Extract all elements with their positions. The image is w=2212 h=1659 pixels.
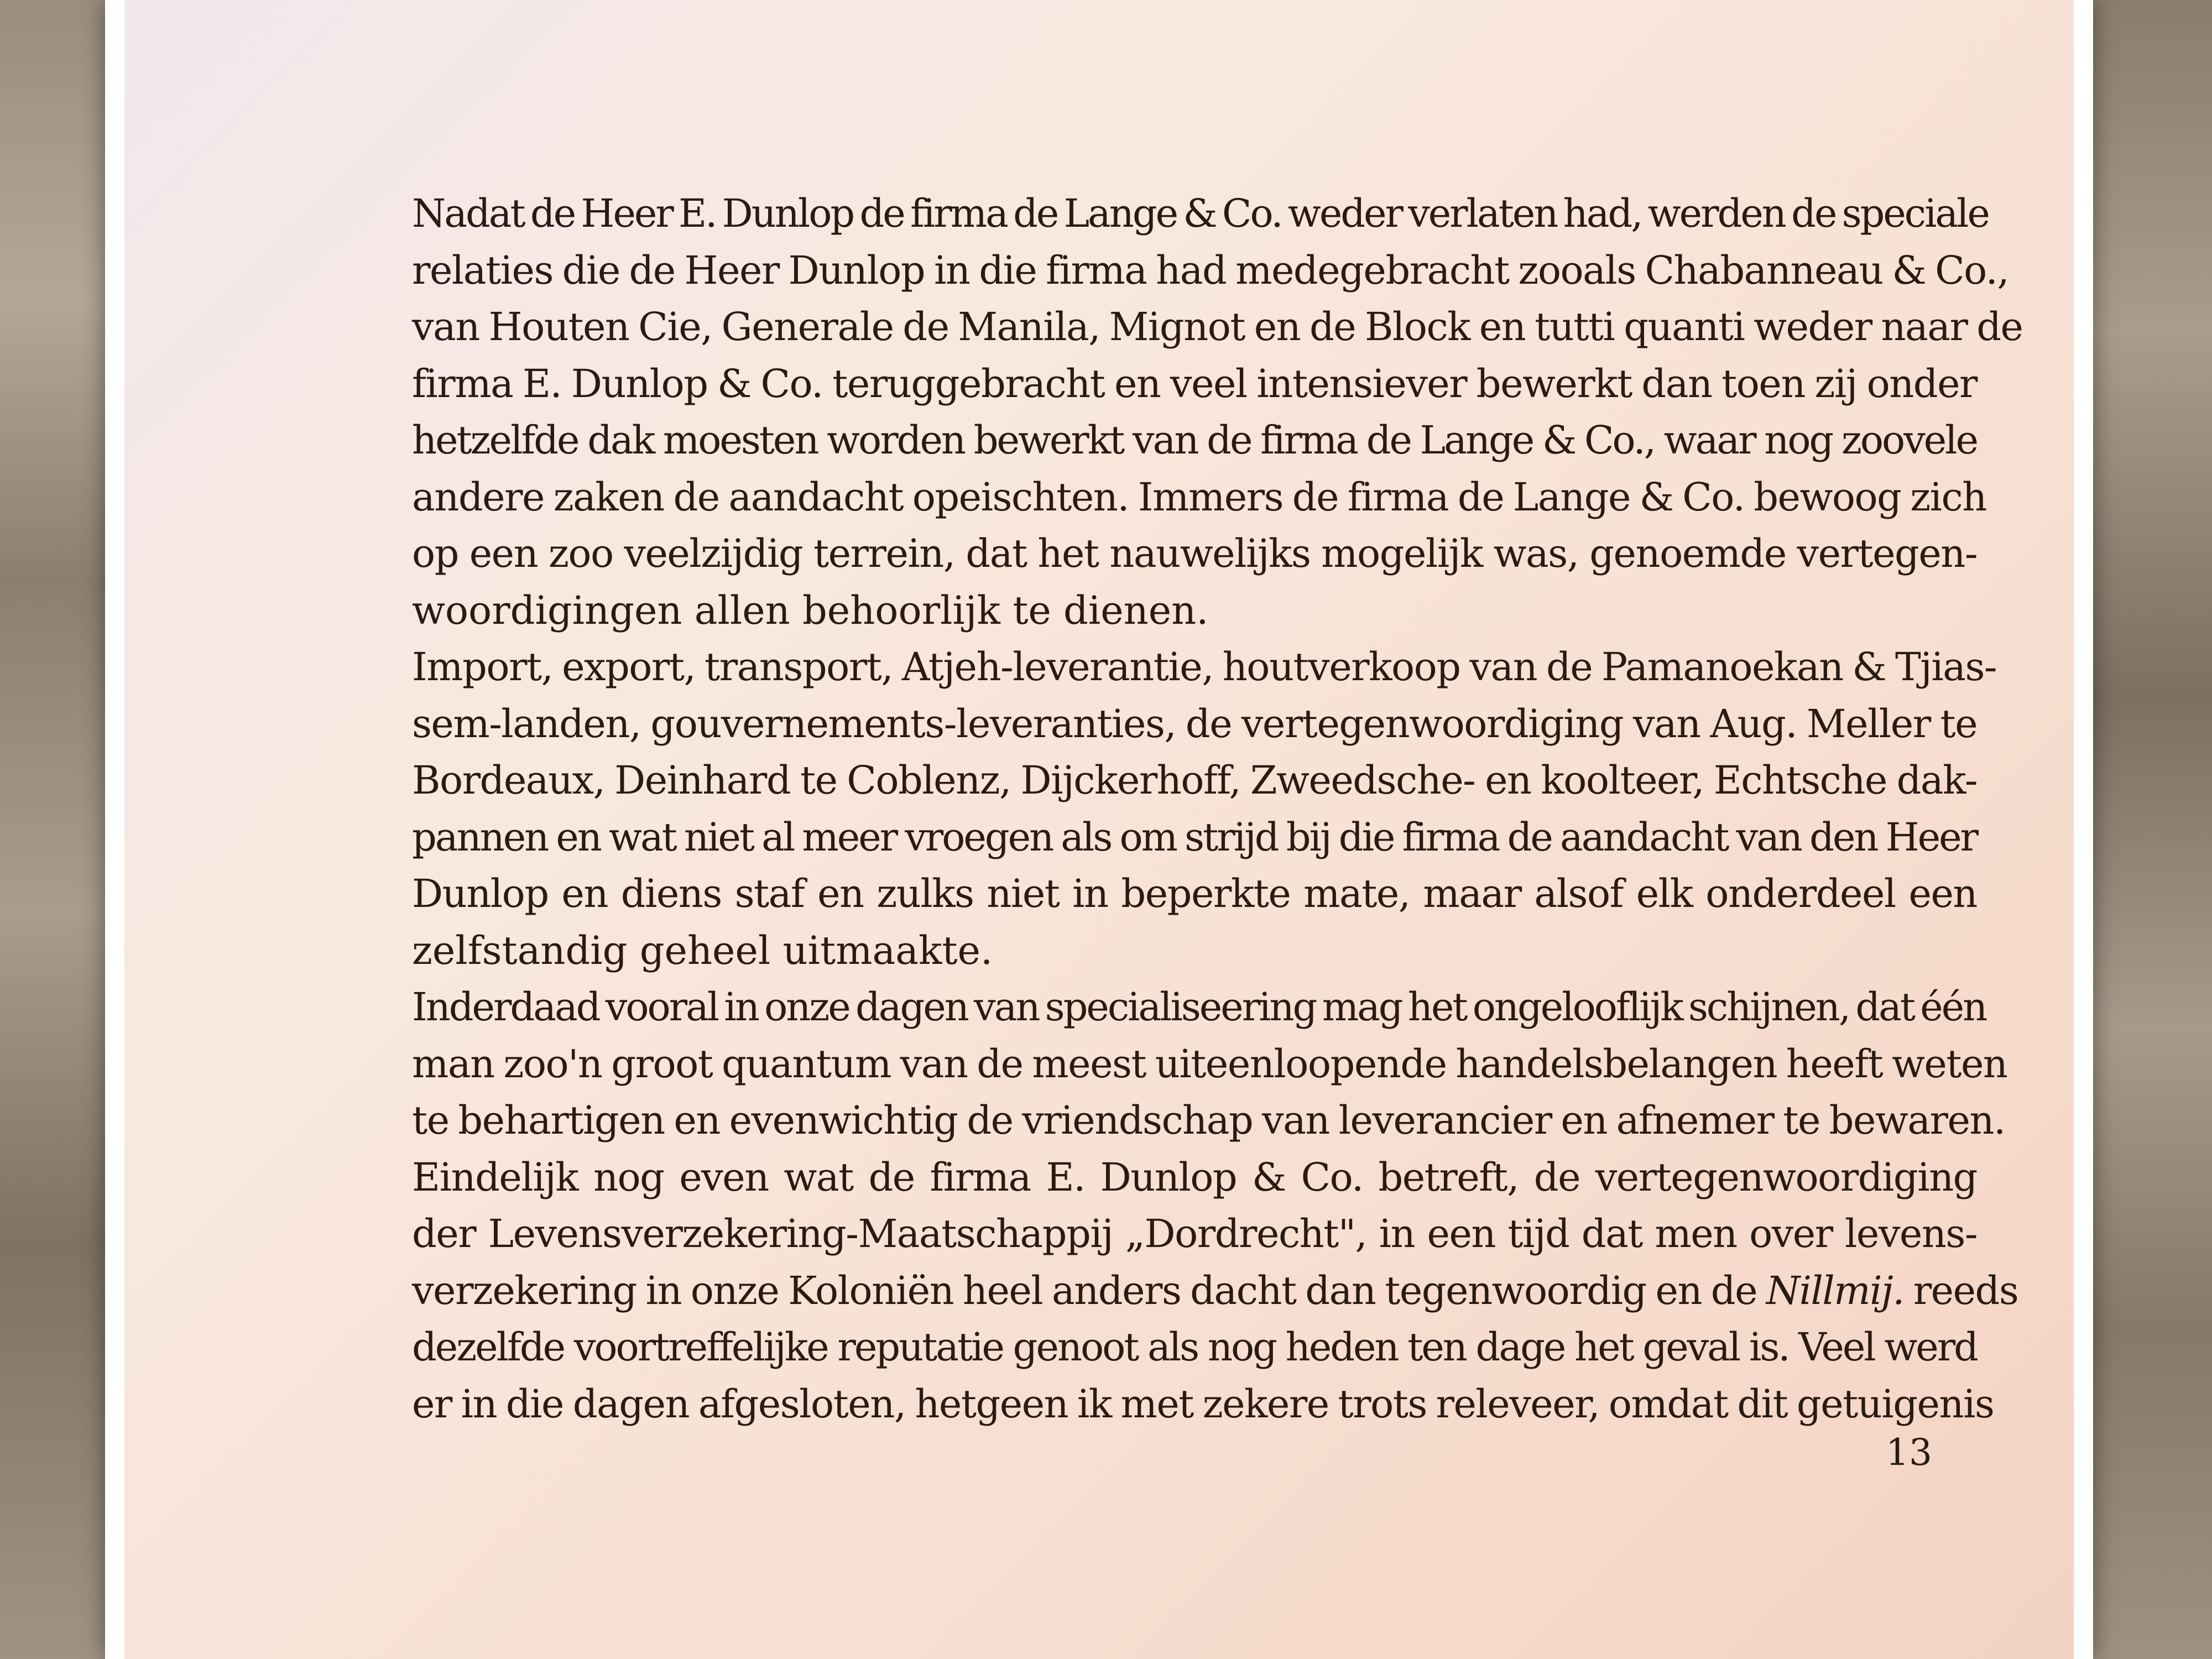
body-text [412, 185, 2023, 1432]
text-line: Eindelijk nog even wat de firma E. Dunlop & Co. betreft, de vertegenwoordiging [412, 1154, 1977, 1200]
text-line: van Houten Cie, Generale de Manila, Mignot en de Block en tutti quanti weder naar de [412, 304, 2023, 349]
text-line: Import, export, transport, Atjeh-leverantie, houtverkoop van de Pamanoekan & Tjias- [412, 644, 1997, 690]
text-line: hetzelfde dak moesten worden bewerkt van de firma de Lange & Co., waar nog zoovele [412, 418, 1977, 463]
text-line: woordigingen allen behoorlijk te dienen. [412, 587, 1209, 633]
wooden-background-right [2093, 0, 2212, 1659]
text-line: zelfstandig geheel uitmaakte. [412, 927, 993, 973]
page-number: 13 [1886, 1431, 1932, 1474]
text-line: der Levensverzekering-Maatschappij „Dordrecht", in een tijd dat men over levens- [412, 1211, 1977, 1256]
text-line: er in die dagen afgesloten, hetgeen ik met zekere trots releveer, omdat dit getuigenis [412, 1381, 1994, 1427]
text-segment: verzekering in onze Koloniën heel anders dacht dan tegenwoordig en de [412, 1267, 1757, 1313]
text-line-with-italic [412, 1262, 2018, 1319]
text-line: sem-landen, gouvernements-leveranties, de vertegenwoordiging van Aug. Meller te [412, 701, 1977, 747]
text-line: relaties die de Heer Dunlop in die firma had medegebracht zooals Chabanneau & Co., [412, 247, 2009, 293]
text-line: Dunlop en diens staf en zulks niet in beperkte mate, maar alsof elk onderdeel een [412, 871, 1977, 916]
text-line: Bordeaux, Deinhard te Coblenz, Dijckerhoff, Zweedsche- en koolteer, Echtsche dak- [412, 758, 1977, 803]
text-segment: reeds [1913, 1267, 2018, 1313]
text-line: andere zaken de aandacht opeischten. Immers de firma de Lange & Co. bewoog zich [412, 474, 1986, 520]
text-line: te behartigen en evenwichtig de vriendschap van leverancier en afnemer te bewaren. [412, 1098, 2005, 1143]
wooden-background-left [0, 0, 111, 1659]
italic-company-name: Nillmij. [1766, 1267, 1904, 1313]
book-page [124, 0, 2074, 1659]
text-line: firma E. Dunlop & Co. teruggebracht en veel intensiever bewerkt dan toen zij onder [412, 361, 1977, 406]
text-line: dezelfde voortreffelijke reputatie genoot als nog heden ten dage het geval is. Veel werd [412, 1324, 1977, 1370]
text-line: op een zoo veelzijdig terrein, dat het nauwelijks mogelijk was, genoemde vertegen- [412, 531, 1977, 576]
text-line: Inderdaad vooral in onze dagen van specialiseering mag het ongelooflijk schijnen, dat één [412, 984, 1986, 1030]
text-line: pannen en wat niet al meer vroegen als om strijd bij die firma de aandacht van den Heer [412, 814, 1977, 860]
text-line: Nadat de Heer E. Dunlop de firma de Lange & Co. weder verlaten had, werden de speciale [412, 191, 1989, 236]
text-line: man zoo'n groot quantum van de meest uiteenloopende handelsbelangen heeft weten [412, 1041, 2007, 1087]
